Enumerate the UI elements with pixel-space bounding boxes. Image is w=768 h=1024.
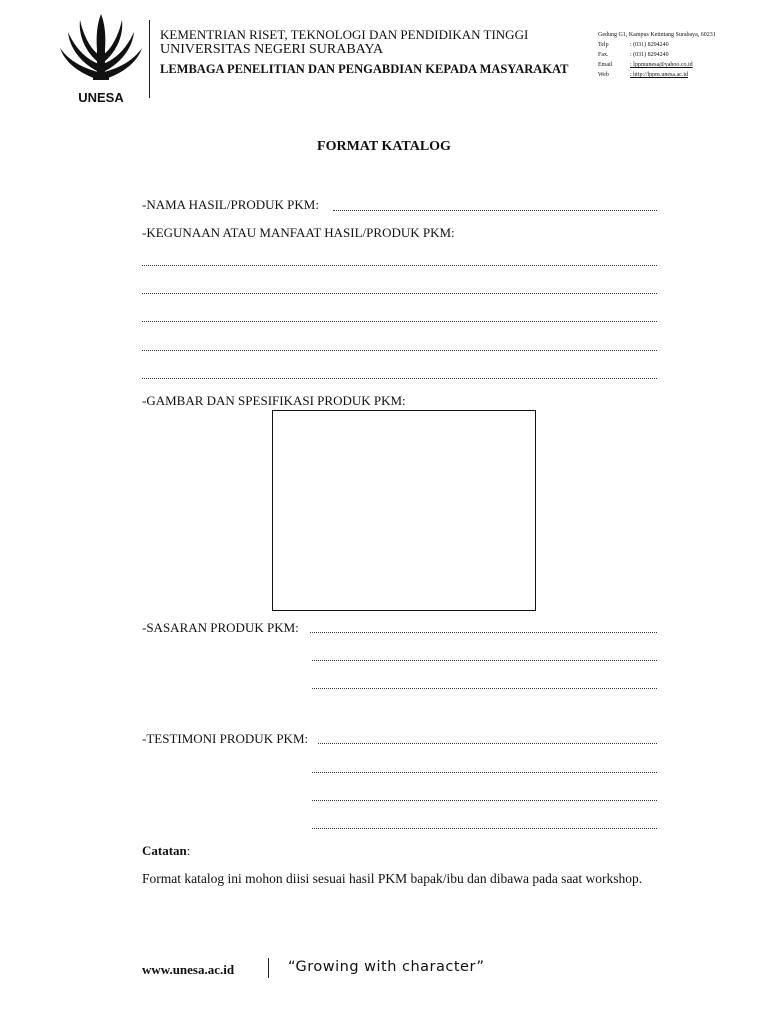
page-title: FORMAT KATALOG bbox=[317, 139, 451, 154]
nama-label: -NAMA HASIL/PRODUK PKM: bbox=[142, 197, 319, 212]
contact-address: Gedung G1, Kampus Ketintang Surabaya, 60231 bbox=[598, 32, 716, 38]
footer-divider bbox=[268, 958, 269, 978]
sasaran-field-line[interactable] bbox=[310, 632, 657, 633]
testimoni-field-line[interactable] bbox=[312, 828, 657, 829]
email-link[interactable]: : lppmunesa@yahoo.co.id bbox=[630, 62, 693, 68]
university-name: UNIVERSITAS NEGERI SURABAYA bbox=[160, 42, 384, 57]
kegunaan-field-line[interactable] bbox=[142, 265, 657, 266]
web-link[interactable]: : http://lppm.unesa.ac.id bbox=[630, 72, 688, 78]
kegunaan-field-line[interactable] bbox=[142, 350, 657, 351]
contact-block bbox=[598, 30, 716, 80]
kegunaan-field-line[interactable] bbox=[142, 378, 657, 379]
kegunaan-field-line[interactable] bbox=[142, 293, 657, 294]
unesa-logo bbox=[56, 10, 146, 106]
contact-row: Telp : (031) 8294240 bbox=[598, 42, 669, 48]
nama-field-line[interactable] bbox=[333, 210, 657, 211]
footer-url[interactable]: www.unesa.ac.id bbox=[142, 962, 235, 977]
kegunaan-label: -KEGUNAAN ATAU MANFAAT HASIL/PRODUK PKM: bbox=[142, 225, 455, 240]
institute-name: LEMBAGA PENELITIAN DAN PENGABDIAN KEPADA MASYARAKAT bbox=[160, 62, 569, 76]
footer-slogan: “Growing with character” bbox=[288, 959, 485, 975]
testimoni-label: -TESTIMONI PRODUK PKM: bbox=[142, 731, 309, 746]
logo-text: UNESA bbox=[78, 90, 124, 105]
image-placeholder-box[interactable] bbox=[272, 410, 536, 611]
sasaran-field-line[interactable] bbox=[312, 688, 657, 689]
kegunaan-field-line[interactable] bbox=[142, 321, 657, 322]
gambar-label: -GAMBAR DAN SPESIFIKASI PRODUK PKM: bbox=[142, 393, 406, 408]
sasaran-field-line[interactable] bbox=[312, 660, 657, 661]
testimoni-field-line[interactable] bbox=[312, 800, 657, 801]
testimoni-field-line[interactable] bbox=[318, 743, 657, 744]
contact-row: Email : lppmunesa@yahoo.co.id bbox=[598, 62, 693, 68]
sasaran-label: -SASARAN PRODUK PKM: bbox=[142, 620, 299, 635]
header-divider bbox=[149, 20, 150, 98]
contact-row: Fax. : (031) 8294240 bbox=[598, 52, 669, 58]
note-text: Format katalog ini mohon diisi sesuai hasil PKM bapak/ibu dan dibawa pada saat workshop. bbox=[142, 871, 643, 886]
note-heading: Catatan: bbox=[142, 843, 191, 858]
ministry-name: KEMENTRIAN RISET, TEKNOLOGI DAN PENDIDIKAN TINGGI bbox=[160, 27, 529, 42]
testimoni-field-line[interactable] bbox=[312, 772, 657, 773]
contact-row: Web : http://lppm.unesa.ac.id bbox=[598, 72, 688, 78]
